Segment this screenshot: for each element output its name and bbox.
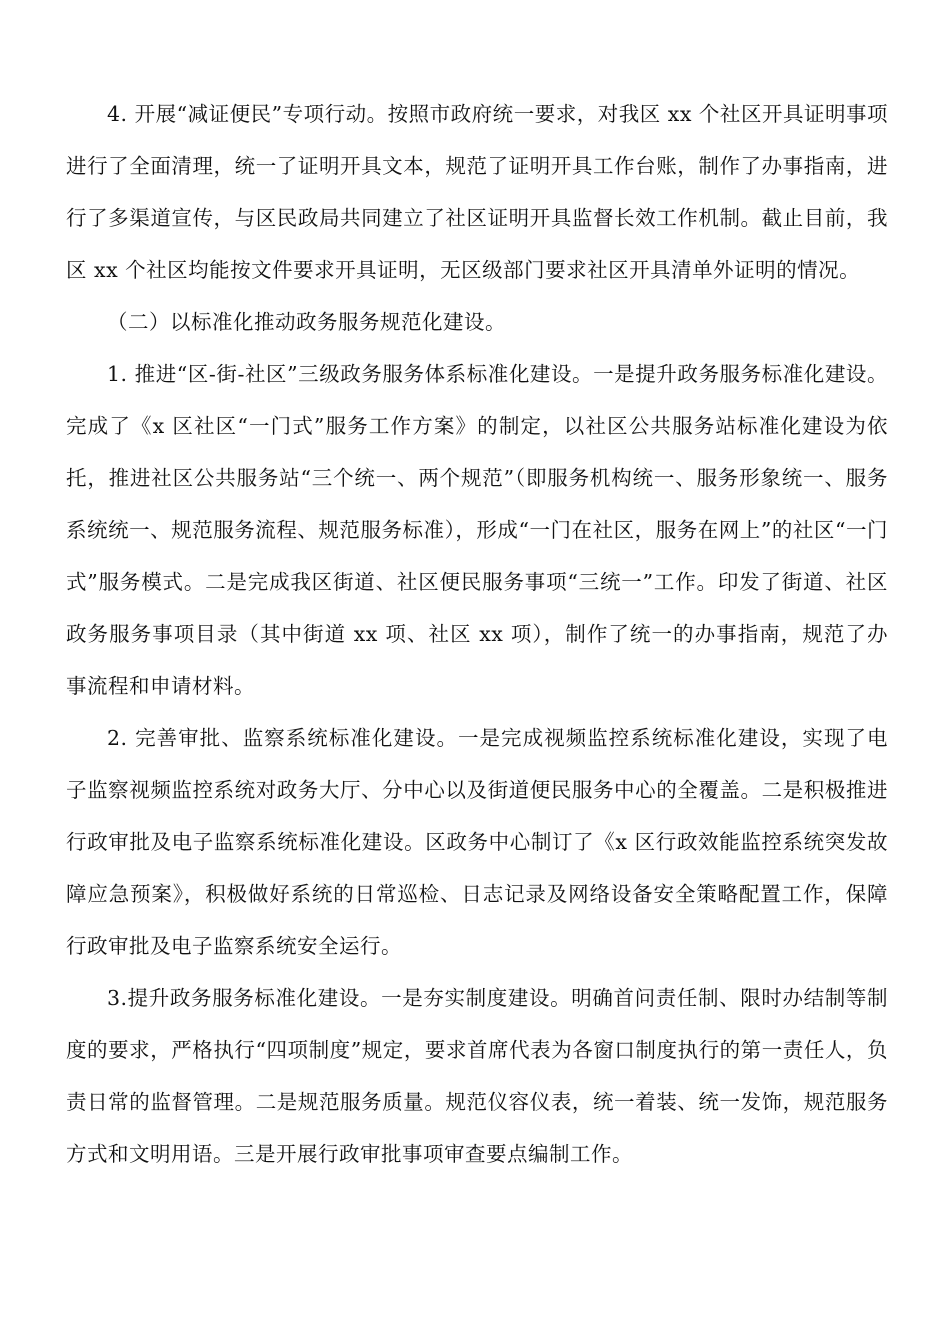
paragraph-three-level-system: 1. 推进“区-街-社区”三级政务服务体系标准化建设。一是提升政务服务标准化建设。完成了《x 区社区“一门式”服务工作方案》的制定，以社区公共服务站标准化建设为依托，推进社区公共服务站“三个统一、两个规范”（即服务机构统一、服务形象统一、服务系统统一、规范服务流程、规范服务标准），形成“一门在社区，服务在网上”的社区“一门式”服务模式。二是完成我区街道、社区便民服务事项“三统一”工作。印发了街道、社区政务服务事项目录（其中街道 xx 项、社区 xx 项），制作了统一的办事指南，规范了办事流程和申请材料。 [66,362,888,698]
paragraph-service-standardization: 3.提升政务服务标准化建设。一是夯实制度建设。明确首问责任制、限时办结制等制度的要求，严格执行“四项制度”规定，要求首席代表为各窗口制度执行的第一责任人，负责日常的监督管理。二是规范服务质量。规范仪容仪表，统一着装、统一发饰，规范服务方式和文明用语。三是开展行政审批事项审查要点编制工作。 [66,986,888,1166]
document-body [66,88,888,1180]
paragraph-reduce-certificates: 4. 开展“减证便民”专项行动。按照市政府统一要求，对我区 xx 个社区开具证明事项进行了全面清理，统一了证明开具文本，规范了证明开具工作台账，制作了办事指南，进行了多渠道宣传，与区民政局共同建立了社区证明开具监督长效工作机制。截止目前，我区 xx 个社区均能按文件要求开具证明，无区级部门要求社区开具清单外证明的情况。 [66,102,888,282]
paragraph-approval-supervision: 2. 完善审批、监察系统标准化建设。一是完成视频监控系统标准化建设，实现了电子监察视频监控系统对政务大厅、分中心以及街道便民服务中心的全覆盖。二是积极推进行政审批及电子监察系统标准化建设。区政务中心制订了《x 区行政效能监控系统突发故障应急预案》，积极做好系统的日常巡检、日志记录及网络设备安全策略配置工作，保障行政审批及电子监察系统安全运行。 [66,726,888,958]
section-heading-standardization: （二）以标准化推动政务服务规范化建设。 [107,310,506,334]
